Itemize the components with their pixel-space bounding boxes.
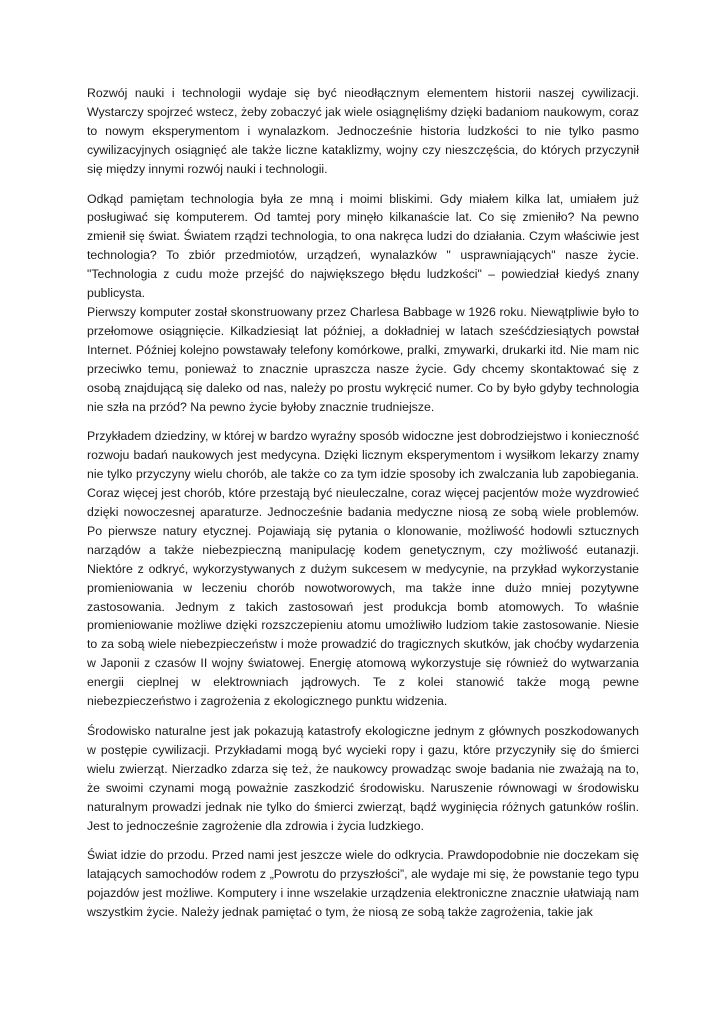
paragraph-medicine: Przykładem dziedziny, w której w bardzo wyraźny sposób widoczne jest dobrodziejstwo i konieczność rozwoju badań naukowych jest medycyna. Dzięki licznym eksperymentom i wysiłkom lekarzy znamy nie tylko przyczyny wielu chorób, ale także co za tym idzie sposoby ich zwalczania lub zapobiegania. Coraz więcej jest chorób, które przestają być nieuleczalne, coraz więcej pacjentów może wyzdrowieć dzięki nowoczesnej aparaturze. Jednocześnie badania medyczne niosą ze sobą wiele problemów. Po pierwsze natury etycznej. Pojawiają się pytania o klonowanie, możliwość hodowli sztucznych narządów a także niebezpieczną manipulację kodem genetycznym, czy możliwość eutanazji. Niektóre z odkryć, wykorzystywanych z dużym sukcesem w medycynie, na przykład wykorzystanie promieniowania w leczeniu chorób nowotworowych, ma także inne dużo mniej pozytywne zastosowania. Jednym z takich zastosowań jest produkcja bomb atomowych. To właśnie promieniowanie możliwe dzięki rozszczepieniu atomu umożliwiło ludziom takie zastosowanie. Niesie to za sobą wiele niebezpieczeństw i może prowadzić do tragicznych skutków, jak choćby wydarzenia w Japonii z czasów II wojny światowej. Energię atomową wykorzystuje się również do wytwarzania energii cieplnej w elektrowniach jądrowych. Te z kolei stanowić także mogą pewne niebezpieczeństwo i zagrożenia z ekologicznego punktu widzenia. — [87, 429, 640, 709]
paragraph-intro: Rozwój nauki i technologii wydaje się być nieodłącznym elementem historii naszej cywilizacji. Wystarczy spojrzeć wstecz, żeby zobaczyć jak wiele osiągnęliśmy dzięki badaniom naukowym, coraz to nowym eksperymentom i wynalazkom. Jednocześnie historia ludzkości to nie tylko pasmo cywilizacyjnych osiągnięć ale także liczne kataklizmy, wojny czy nieszczęścia, do których przyczynił się między innymi rozwój nauki i technologii. — [87, 86, 639, 176]
document-body — [87, 84, 639, 922]
paragraph-future: Świat idzie do przodu. Przed nami jest jeszcze wiele do odkrycia. Prawdopodobnie nie doczekam się latających samochodów rodem z „Powrotu do przyszłości”, ale wydaje mi się, że powstanie tego typu pojazdów jest możliwe. Komputery i inne wszelakie urządzenia elektroniczne znacznie ułatwiają nam wszystkim życie. Należy jednak pamiętać o tym, że niosą ze sobą także zagrożenia, takie jak — [87, 848, 639, 920]
paragraph-environment: Środowisko naturalne jest jak pokazują katastrofy ekologiczne jednym z głównych poszkodowanych w postępie cywilizacji. Przykładami mogą być wycieki ropy i gazu, które przyczyniły się do śmierci wielu zwierząt. Nierzadko zdarza się też, że naukowcy prowadząc swoje badania nie zważają na to, że swoimi czynami mogą poważnie zaszkodzić środowisku. Naruszenie równowagi w środowisku naturalnym prowadzi jednak nie tylko do śmierci zwierząt, bądź wyginięcia różnych gatunków roślin. Jest to jednocześnie zagrożenie dla zdrowia i życia ludzkiego. — [87, 724, 639, 833]
paragraph-technology-memories: Odkąd pamiętam technologia była ze mną i moimi bliskimi. Gdy miałem kilka lat, umiałem już posługiwać się komputerem. Od tamtej pory minęło kilkanaście lat. Co się zmieniło? Na pewno zmienił się świat. Światem rządzi technologia, to ona nakręca ludzi do działania. Czym właściwie jest technologia? To zbiór przedmiotów, urządzeń, wynalazków " usprawniających" nasze życie. "Technologia z cudu może przejść do największego błędu ludzkości" – powiedział kiedyś znany publicysta. — [87, 191, 639, 301]
paragraph-first-computer: Pierwszy komputer został skonstruowany przez Charlesa Babbage w 1926 roku. Niewątpliwie było to przełomowe osiągnięcie. Kilkadziesiąt lat później, a dokładniej w latach sześćdziesiątych powstał Internet. Później kolejno powstawały telefony komórkowe, pralki, zmywarki, drukarki itd. Nie mam nic przeciwko temu, ponieważ to znacznie upraszcza nasze życie. Gdy chcemy skontaktować się z osobą znajdującą się daleko od nas, należy po prostu wykręcić numer. Co by było gdyby technologia nie szła na przód? Na pewno życie byłoby znacznie trudniejsze. — [87, 304, 639, 414]
